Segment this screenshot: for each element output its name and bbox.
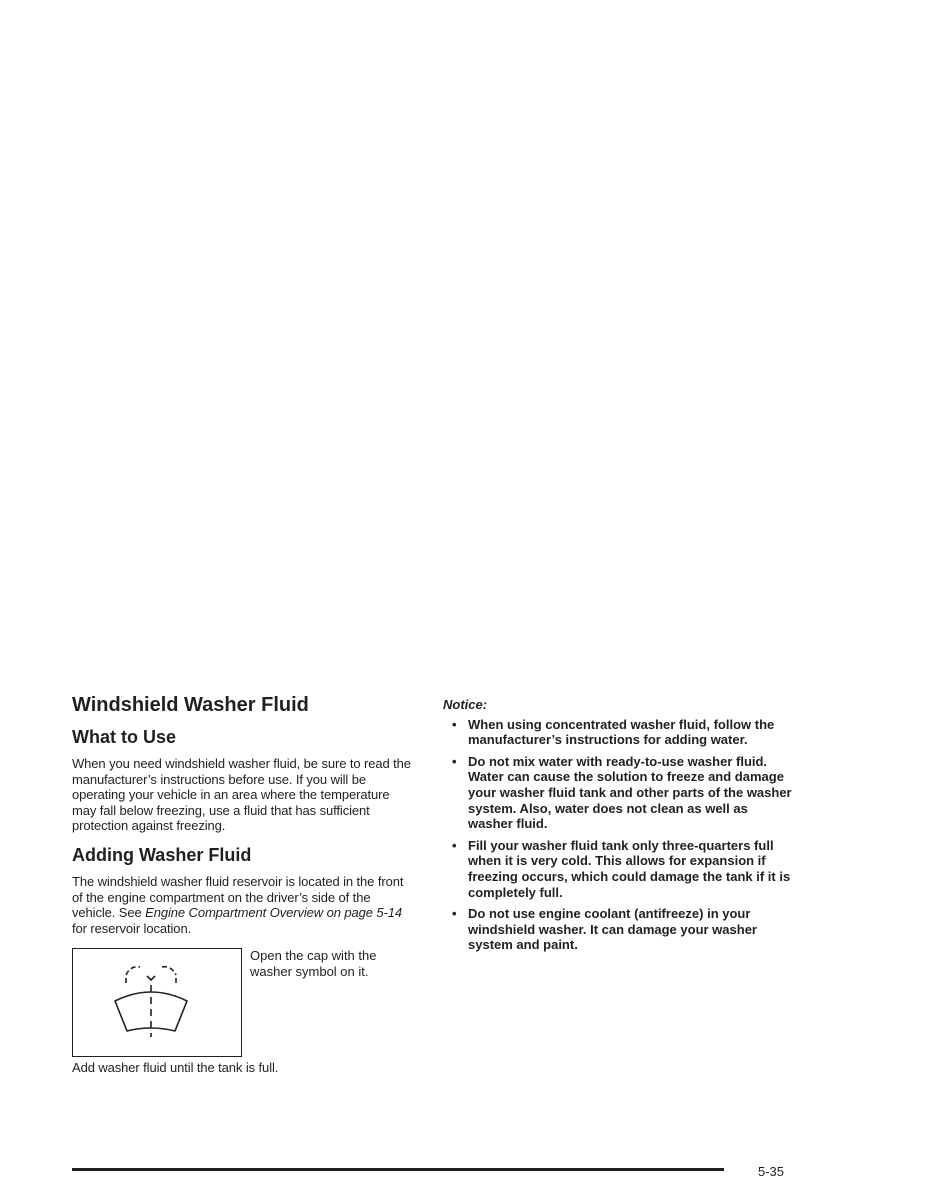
adding-washer-fluid-heading: Adding Washer Fluid [72, 844, 252, 865]
notice-item-text: Do not mix water with ready-to-use washer fluid. Water can cause the solution to freeze and damage your washer fluid tank and other parts of the washer system. Also, water does not clean as well as washer fluid. [468, 753, 792, 832]
notice-item [443, 838, 793, 900]
notice-list [443, 717, 793, 953]
what-to-use-heading: What to Use [72, 727, 177, 747]
washer-symbol-icon [73, 949, 243, 1058]
notice-item [443, 717, 793, 748]
bullet-icon: • [452, 906, 457, 922]
adding-text-before: The windshield washer fluid reservoir is located in the front of the engine compartment on the driver’s side of the vehicle. See [72, 873, 404, 921]
notice-item-text: Do not use engine coolant (antifreeze) in your windshield washer. It can damage your washer system and paint. [468, 906, 757, 953]
notice-item-text: Fill your washer fluid tank only three-quarters full when it is very cold. This allows for expansion if freezing occurs, which could damage the tank if it is completely full. [468, 837, 791, 900]
right-column [443, 697, 793, 959]
figure-caption: Open the cap with the washer symbol on it. [250, 948, 377, 979]
section-title: Windshield Washer Fluid [72, 694, 309, 716]
bullet-icon: • [452, 837, 457, 853]
left-column [72, 693, 412, 1086]
notice-item [443, 754, 793, 832]
what-to-use-paragraph: When you need windshield washer fluid, be sure to read the manufacturer’s instructions before use. If you will be operating your vehicle in an area where the temperature may fall below freezing, use a fluid that has sufficient protection against freezing. [72, 756, 411, 834]
adding-text-after: for reservoir location. [72, 920, 192, 936]
footer-rule [72, 1168, 724, 1171]
adding-washer-fluid-paragraph [72, 874, 412, 936]
notice-label: Notice: [443, 697, 488, 712]
notice-item [443, 906, 793, 953]
washer-symbol-figure [72, 948, 242, 1057]
notice-item-text: When using concentrated washer fluid, follow the manufacturer’s instructions for adding water. [468, 716, 775, 748]
engine-compartment-reference-link[interactable]: Engine Compartment Overview on page 5-14 [145, 905, 403, 921]
page-number: 5-35 [758, 1164, 785, 1179]
washer-figure-row [72, 948, 412, 1060]
add-fluid-instruction: Add washer fluid until the tank is full. [72, 1060, 279, 1076]
bullet-icon: • [452, 716, 457, 732]
bullet-icon: • [452, 753, 457, 769]
